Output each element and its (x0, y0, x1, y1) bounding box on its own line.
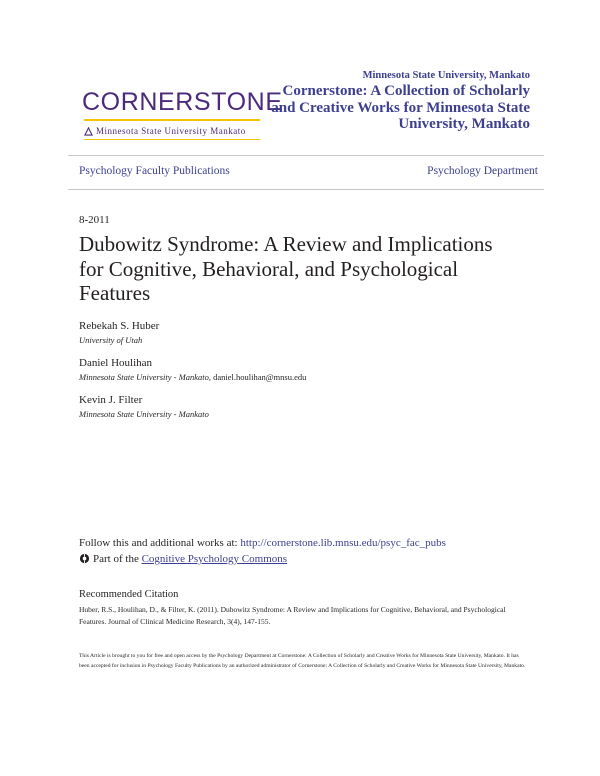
author-name: Rebekah S. Huber (79, 320, 160, 332)
logo-wordmark: CORNERSTONE (82, 88, 283, 116)
publication-date: 8-2011 (79, 214, 110, 226)
divider-bottom (68, 189, 544, 190)
divider-top (68, 155, 544, 156)
follow-line: Follow this and additional works at: http://cornerstone.lib.mnsu.edu/psyc_fac_pubs (79, 537, 446, 549)
department-link[interactable]: Psychology Department (427, 165, 538, 177)
logo-subline-text: Minnesota State University Mankato (96, 126, 246, 136)
institution-name[interactable]: Minnesota State University, Mankato (362, 70, 530, 81)
logo-rule-bottom (84, 139, 260, 140)
access-notice: This Article is brought to you for free and open access by the Psychology Department at Cornerstone: A Collection of Scholarly and Creative Works for Minnesota State University, Mankato. It has been accepted for inclusion in Psychology Faculty Publications by an authorized administrator of Cornerstone: A Collection of Scholarly and Creative Works for Minnesota State University, Mankato. (79, 653, 526, 669)
logo-rule (84, 119, 260, 121)
cognitive-psychology-commons-link[interactable]: Cognitive Psychology Commons (141, 553, 288, 565)
author-affiliation: Minnesota State University - Mankato, daniel.houlihan@mnsu.edu (79, 372, 307, 382)
citation-text: Huber, R.S., Houlihan, D., & Filter, K. (2011). Dubowitz Syndrome: A Review and Implications for Cognitive, Behavioral, and Psychological Features. Journal of Clinical Medicine Research, 3(4), 147-155. (79, 605, 506, 626)
commons-network-icon (79, 553, 90, 564)
series-link[interactable]: Psychology Faculty Publications (79, 165, 230, 177)
article-title: Dubowitz Syndrome: A Review and Implications for Cognitive, Behavioral, and Psychological Features (79, 232, 493, 305)
collection-name[interactable]: Cornerstone: A Collection of Scholarly and Creative Works for Minnesota State University, Mankato (271, 83, 530, 132)
recommended-citation-heading: Recommended Citation (79, 589, 179, 600)
collection-url-link[interactable]: http://cornerstone.lib.mnsu.edu/psyc_fac_pubs (240, 537, 446, 549)
author-name: Kevin J. Filter (79, 394, 143, 406)
msu-mark-icon (84, 127, 93, 136)
author-affiliation: Minnesota State University - Mankato (79, 409, 209, 419)
author-name: Daniel Houlihan (79, 357, 153, 369)
part-of-line: Part of the Cognitive Psychology Commons (79, 553, 287, 565)
logo-subline (84, 126, 246, 136)
author-email[interactable]: , daniel.houlihan@mnsu.edu (208, 372, 307, 382)
author-affiliation: University of Utah (79, 335, 143, 345)
cornerstone-logo (80, 88, 283, 142)
